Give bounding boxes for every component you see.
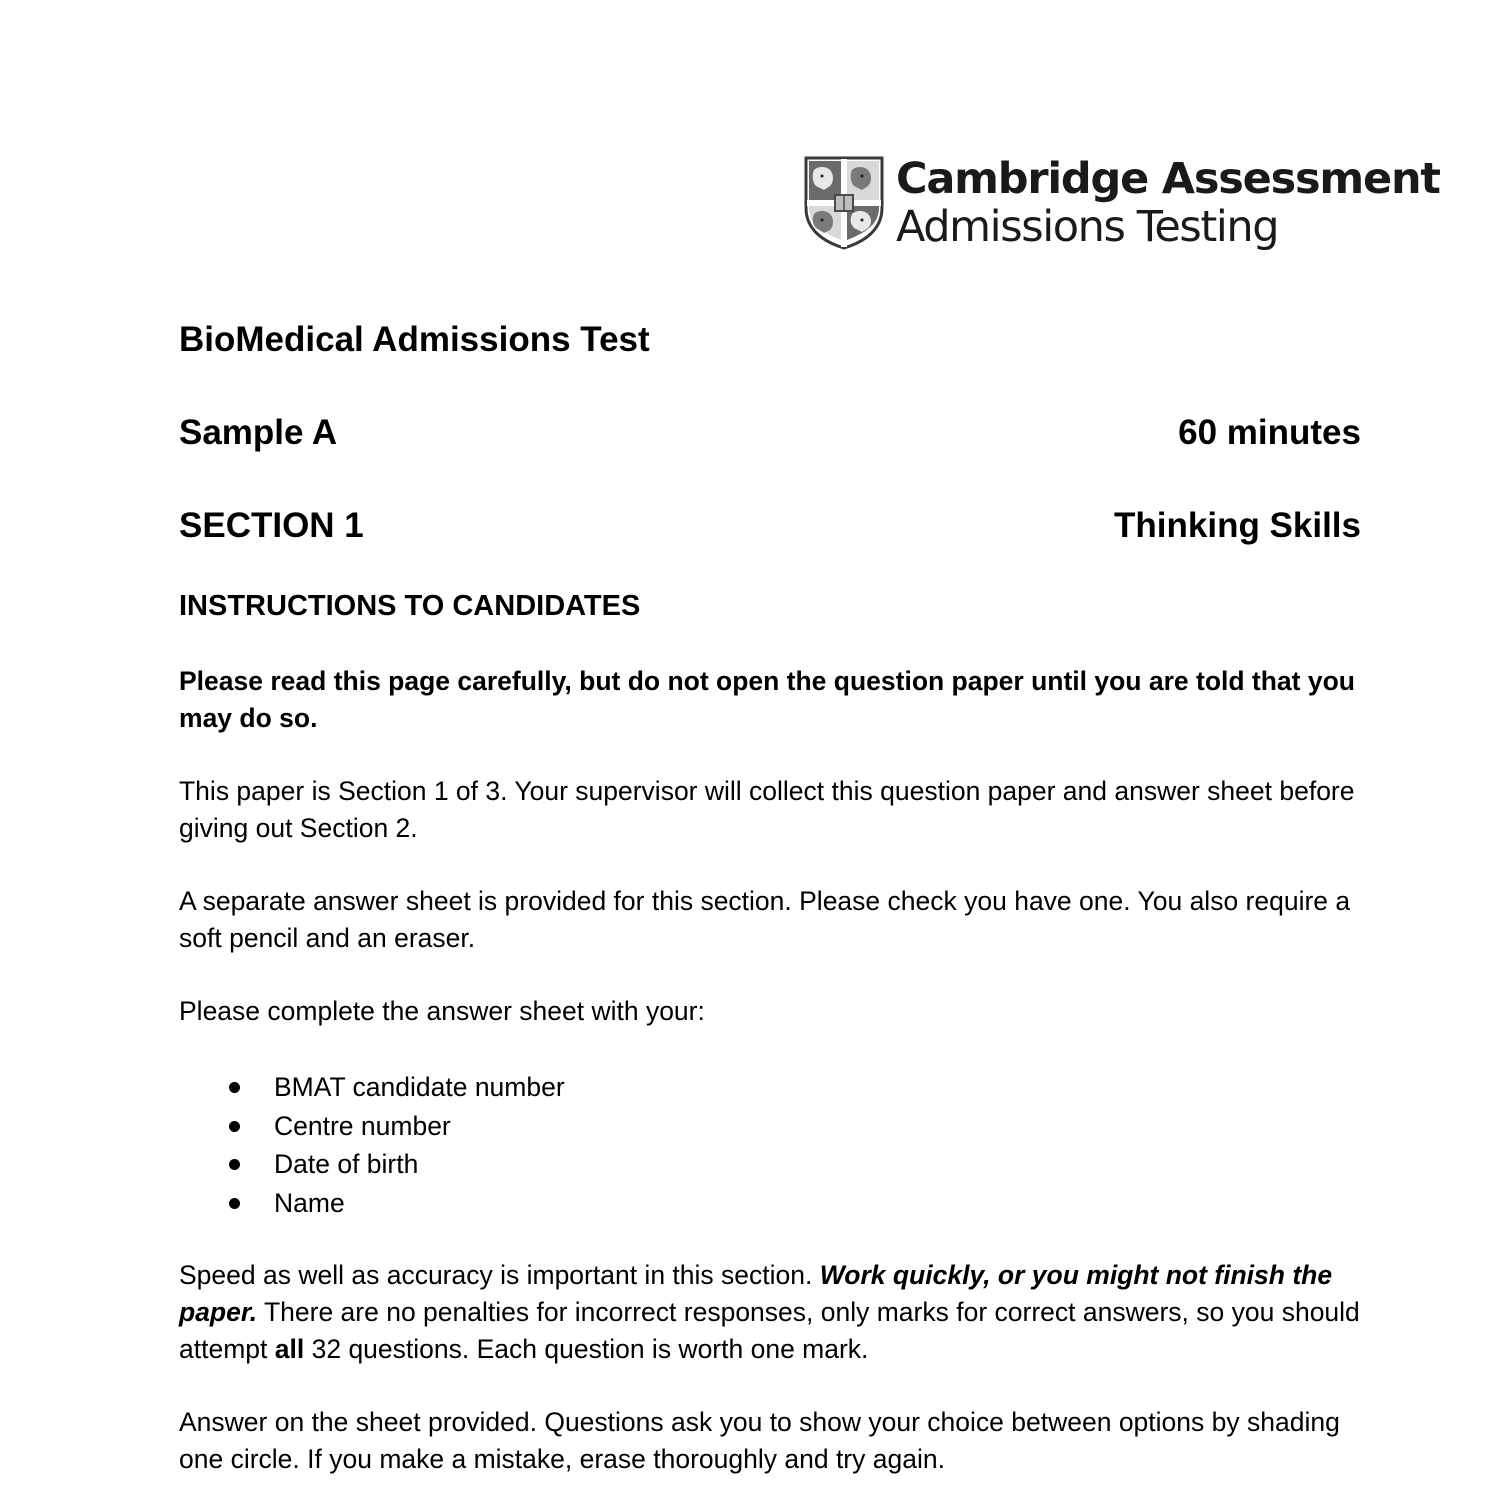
speed-end: 32 questions. Each question is worth one mark. xyxy=(311,1334,869,1364)
list-item xyxy=(179,1107,565,1146)
required-details-list xyxy=(179,1068,565,1223)
sample-row xyxy=(179,413,1361,453)
speed-emphasis: Work quickly, or you might not finish the paper. xyxy=(179,1260,1333,1327)
list-item-text: Date of birth xyxy=(274,1149,419,1180)
logo-line-admissions-testing: Admissions Testing xyxy=(896,202,1279,252)
duration-label: 60 minutes xyxy=(1178,413,1361,452)
speed-all: all xyxy=(274,1334,305,1364)
test-title: BioMedical Admissions Test xyxy=(179,320,650,359)
paragraph-section-info: This paper is Section 1 of 3. Your supervisor will collect this question paper and answer sheet before giving out Section 2. xyxy=(179,776,1355,843)
cambridge-crest-icon xyxy=(804,156,884,250)
logo-line-cambridge-assessment: Cambridge Assessment xyxy=(896,154,1440,204)
logo-wordmark xyxy=(896,154,1440,252)
list-item-text: Name xyxy=(274,1188,345,1219)
list-item xyxy=(179,1145,565,1184)
paragraph-speed xyxy=(179,1257,1369,1368)
paragraph-complete-sheet: Please complete the answer sheet with your: xyxy=(179,996,705,1026)
sample-label: Sample A xyxy=(179,413,338,452)
bullet-icon xyxy=(229,1082,240,1093)
section-number: SECTION 1 xyxy=(179,506,364,545)
paragraph-answer-sheet: A separate answer sheet is provided for this section. Please check you have one. You also require a soft pencil and an eraser. xyxy=(179,886,1351,953)
paragraph-shading: Answer on the sheet provided. Questions ask you to show your choice between options by shading one circle. If you make a mistake, erase thoroughly and try again. xyxy=(179,1407,1340,1474)
bullet-icon xyxy=(229,1121,240,1132)
section-name: Thinking Skills xyxy=(1114,506,1361,545)
list-item-text: Centre number xyxy=(274,1110,451,1141)
list-item xyxy=(179,1184,565,1223)
speed-intro: Speed as well as accuracy is important in this section. xyxy=(179,1260,813,1290)
list-item-text: BMAT candidate number xyxy=(274,1072,565,1102)
list-item xyxy=(179,1068,565,1107)
section-row xyxy=(179,506,1361,546)
bullet-icon xyxy=(229,1198,240,1209)
speed-mid: There are no penalties for incorrect responses, only marks for correct answers, so you should attempt xyxy=(179,1297,1360,1364)
warning-paragraph: Please read this page carefully, but do not open the question paper until you are told that you may do so. xyxy=(179,666,1355,733)
instructions-heading: INSTRUCTIONS TO CANDIDATES xyxy=(179,590,641,622)
cambridge-logo xyxy=(804,156,1440,250)
bullet-icon xyxy=(229,1159,240,1170)
